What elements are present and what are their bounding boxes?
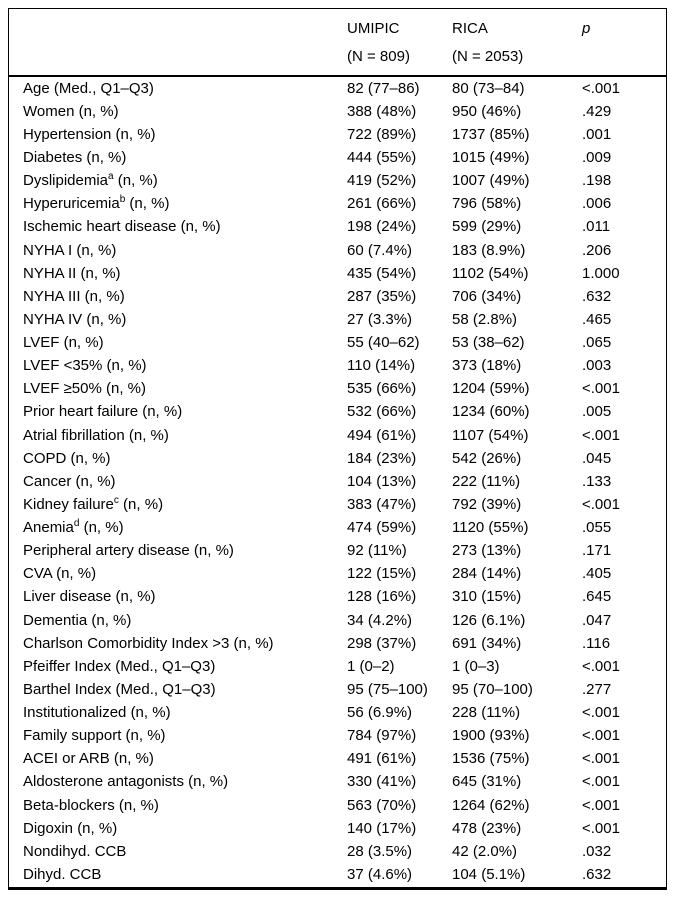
row-rica-value: 228 (11%): [452, 704, 521, 722]
table-row: [9, 239, 666, 262]
row-label: Aldosterone antagonists (n, %): [23, 773, 229, 791]
row-umipic-value: 27 (3.3%): [347, 310, 413, 328]
row-p-value: <.001: [582, 773, 620, 791]
row-label: Women (n, %): [23, 102, 119, 120]
row-rica-value: 1900 (93%): [452, 727, 530, 745]
table-row: [9, 725, 666, 748]
row-umipic-value: 784 (97%): [347, 727, 417, 745]
row-rica-value: 1107 (54%): [452, 426, 529, 444]
row-rica-value: 478 (23%): [452, 819, 522, 837]
row-umipic-value: 535 (66%): [347, 380, 417, 398]
table-row: [9, 840, 666, 863]
table-row: [9, 493, 666, 516]
row-label: Hypertension (n, %): [23, 125, 156, 143]
row-p-value: .198: [582, 172, 612, 190]
row-label: Peripheral artery disease (n, %): [23, 542, 234, 560]
row-p-value: .206: [582, 241, 612, 259]
row-umipic-value: 122 (15%): [347, 565, 417, 583]
table-row: [9, 285, 666, 308]
row-rica-value: 1204 (59%): [452, 380, 530, 398]
row-umipic-value: 435 (54%): [347, 264, 417, 282]
row-p-value: <.001: [582, 819, 620, 837]
table-row: [9, 193, 666, 216]
row-rica-value: 645 (31%): [452, 773, 522, 791]
row-label: ACEI or ARB (n, %): [23, 750, 154, 768]
table-row: [9, 424, 666, 447]
row-label: NYHA III (n, %): [23, 287, 125, 305]
header-umipic-cell: [347, 9, 452, 76]
row-label: Beta-blockers (n, %): [23, 796, 159, 814]
table-row: [9, 378, 666, 401]
row-rica-value: 95 (70–100): [452, 680, 533, 698]
header-rica-label: RICA: [452, 20, 488, 37]
row-label: CVA (n, %): [23, 565, 97, 583]
row-p-value: <.001: [582, 79, 620, 97]
row-label: Liver disease (n, %): [23, 588, 156, 606]
row-label: Hyperuricemia$^b$ (n, %): [23, 194, 170, 213]
row-umipic-value: 563 (70%): [347, 796, 417, 814]
row-p-value: .632: [582, 866, 612, 884]
table-row: [9, 771, 666, 794]
row-umipic-value: 140 (17%): [347, 819, 417, 837]
table-row: [9, 678, 666, 701]
table-row: [9, 170, 666, 193]
row-rica-value: 706 (34%): [452, 287, 522, 305]
table-row: [9, 540, 666, 563]
table-row: [9, 447, 666, 470]
row-umipic-value: 56 (6.9%): [347, 704, 413, 722]
row-p-value: .047: [582, 611, 612, 629]
table-row: [9, 308, 666, 331]
row-p-value: .003: [582, 357, 612, 375]
table-row: [9, 563, 666, 586]
header-empty-cell: [9, 9, 347, 76]
row-rica-value: 796 (58%): [452, 195, 522, 213]
row-umipic-value: 128 (16%): [347, 588, 417, 606]
table-row: [9, 123, 666, 146]
table-row: [9, 147, 666, 170]
header-umipic-label: UMIPIC: [347, 20, 400, 37]
row-label: Age (Med., Q1–Q3): [23, 79, 154, 97]
row-umipic-value: 330 (41%): [347, 773, 417, 791]
row-rica-value: 373 (18%): [452, 357, 522, 375]
row-p-value: <.001: [582, 704, 620, 722]
row-umipic-value: 34 (4.2%): [347, 611, 413, 629]
row-label: Dihyd. CCB: [23, 866, 102, 884]
row-label: Atrial fibrillation (n, %): [23, 426, 169, 444]
table-row: [9, 655, 666, 678]
row-label: LVEF <35% (n, %): [23, 357, 147, 375]
row-label-footnote-marker: a: [108, 171, 114, 183]
row-label: Prior heart failure (n, %): [23, 403, 183, 421]
table-row: [9, 863, 666, 888]
row-umipic-value: 92 (11%): [347, 542, 407, 560]
table-row: [9, 702, 666, 725]
comparison-table: [8, 8, 667, 890]
row-label: Barthel Index (Med., Q1–Q3): [23, 680, 216, 698]
row-rica-value: 1234 (60%): [452, 403, 530, 421]
row-rica-value: 310 (15%): [452, 588, 522, 606]
row-label: Dementia (n, %): [23, 611, 132, 629]
row-umipic-value: 37 (4.6%): [347, 866, 413, 884]
header-p-label: p: [582, 20, 591, 37]
row-label: Digoxin (n, %): [23, 819, 118, 837]
table-row: [9, 332, 666, 355]
row-rica-value: 1120 (55%): [452, 519, 529, 537]
row-rica-value: 542 (26%): [452, 449, 522, 467]
row-rica-value: 1102 (54%): [452, 264, 529, 282]
row-label: Anemia$^d$ (n, %): [23, 518, 124, 537]
header-rica-cell: [452, 9, 582, 76]
header-row: [9, 9, 666, 76]
row-label: NYHA I (n, %): [23, 241, 117, 259]
table-row: [9, 216, 666, 239]
row-p-value: .632: [582, 287, 612, 305]
row-p-value: <.001: [582, 380, 620, 398]
table-row: [9, 262, 666, 285]
row-p-value: .005: [582, 403, 612, 421]
row-rica-value: 1 (0–3): [452, 657, 500, 675]
table-header: [9, 9, 666, 76]
row-rica-value: 104 (5.1%): [452, 866, 526, 884]
table-row: [9, 517, 666, 540]
row-rica-value: 222 (11%): [452, 472, 521, 490]
row-p-value: .065: [582, 334, 612, 352]
header-umipic-n: (N = 809): [347, 48, 410, 65]
row-label: Ischemic heart disease (n, %): [23, 218, 221, 236]
row-label: Nondihyd. CCB: [23, 842, 127, 860]
row-p-value: <.001: [582, 796, 620, 814]
row-umipic-value: 198 (24%): [347, 218, 417, 236]
row-p-value: .133: [582, 472, 612, 490]
row-umipic-value: 532 (66%): [347, 403, 417, 421]
table-row: [9, 470, 666, 493]
row-umipic-value: 184 (23%): [347, 449, 417, 467]
cohort-comparison-table: [9, 9, 666, 889]
row-umipic-value: 1 (0–2): [347, 657, 395, 675]
row-rica-value: 273 (13%): [452, 542, 522, 560]
row-label: Pfeiffer Index (Med., Q1–Q3): [23, 657, 216, 675]
row-p-value: .011: [582, 218, 611, 236]
row-p-value: <.001: [582, 495, 620, 513]
row-label: NYHA IV (n, %): [23, 310, 127, 328]
row-p-value: .465: [582, 310, 612, 328]
row-umipic-value: 383 (47%): [347, 495, 417, 513]
row-umipic-value: 28 (3.5%): [347, 842, 413, 860]
table-row: [9, 76, 666, 100]
row-umipic-value: 261 (66%): [347, 195, 417, 213]
row-p-value: <.001: [582, 657, 620, 675]
row-label: Institutionalized (n, %): [23, 704, 171, 722]
row-label: NYHA II (n, %): [23, 264, 121, 282]
row-label: Dyslipidemia$^a$ (n, %): [23, 171, 158, 190]
row-rica-value: 1015 (49%): [452, 149, 530, 167]
row-rica-value: 1536 (75%): [452, 750, 530, 768]
row-umipic-value: 110 (14%): [347, 357, 416, 375]
row-rica-value: 53 (38–62): [452, 334, 525, 352]
row-umipic-value: 419 (52%): [347, 172, 417, 190]
row-label: Cancer (n, %): [23, 472, 116, 490]
row-rica-value: 1264 (62%): [452, 796, 530, 814]
row-p-value: .429: [582, 102, 612, 120]
row-p-value: .001: [582, 125, 612, 143]
row-p-value: .171: [582, 542, 612, 560]
table-row: [9, 609, 666, 632]
table-row: [9, 632, 666, 655]
row-umipic-value: 95 (75–100): [347, 680, 428, 698]
header-rica-n: (N = 2053): [452, 48, 524, 65]
row-label: Diabetes (n, %): [23, 149, 127, 167]
row-rica-value: 1737 (85%): [452, 125, 530, 143]
row-rica-value: 58 (2.8%): [452, 310, 518, 328]
row-label: Kidney failure$^c$ (n, %): [23, 494, 164, 513]
row-p-value: .006: [582, 195, 612, 213]
table-body: [9, 76, 666, 888]
row-rica-value: 950 (46%): [452, 102, 522, 120]
row-umipic-value: 494 (61%): [347, 426, 417, 444]
row-rica-value: 284 (14%): [452, 565, 522, 583]
row-p-value: 1.000: [582, 264, 620, 282]
table-row: [9, 401, 666, 424]
header-p-cell: [582, 9, 666, 76]
table-row: [9, 100, 666, 123]
row-rica-value: 1007 (49%): [452, 172, 530, 190]
row-label-footnote-marker: c: [113, 494, 119, 506]
table-row: [9, 748, 666, 771]
row-p-value: .277: [582, 680, 612, 698]
row-rica-value: 80 (73–84): [452, 79, 525, 97]
row-umipic-value: 474 (59%): [347, 519, 417, 537]
row-rica-value: 183 (8.9%): [452, 241, 526, 259]
row-label: Charlson Comorbidity Index >3 (n, %): [23, 634, 274, 652]
row-label: LVEF ≥50% (n, %): [23, 380, 146, 398]
row-p-value: .032: [582, 842, 612, 860]
row-p-value: .045: [582, 449, 612, 467]
row-umipic-value: 82 (77–86): [347, 79, 420, 97]
row-label-footnote-marker: d: [73, 518, 80, 530]
row-umipic-value: 491 (61%): [347, 750, 417, 768]
row-p-value: .116: [582, 634, 611, 652]
row-umipic-value: 55 (40–62): [347, 334, 420, 352]
row-label-footnote-marker: b: [119, 194, 126, 206]
row-p-value: .405: [582, 565, 612, 583]
row-label: Family support (n, %): [23, 727, 166, 745]
row-rica-value: 792 (39%): [452, 495, 522, 513]
row-umipic-value: 388 (48%): [347, 102, 417, 120]
row-umipic-value: 104 (13%): [347, 472, 417, 490]
row-p-value: .009: [582, 149, 612, 167]
row-umipic-value: 298 (37%): [347, 634, 417, 652]
table-row: [9, 586, 666, 609]
row-p-value: <.001: [582, 750, 620, 768]
row-p-value: <.001: [582, 727, 620, 745]
row-label: COPD (n, %): [23, 449, 111, 467]
row-label: LVEF (n, %): [23, 334, 104, 352]
row-umipic-value: 444 (55%): [347, 149, 417, 167]
row-rica-value: 126 (6.1%): [452, 611, 526, 629]
row-rica-value: 599 (29%): [452, 218, 522, 236]
row-p-value: .055: [582, 519, 612, 537]
table-row: [9, 817, 666, 840]
row-rica-value: 42 (2.0%): [452, 842, 518, 860]
row-rica-value: 691 (34%): [452, 634, 522, 652]
row-umipic-value: 722 (89%): [347, 125, 417, 143]
table-row: [9, 794, 666, 817]
row-p-value: .645: [582, 588, 612, 606]
row-p-value: <.001: [582, 426, 620, 444]
row-umipic-value: 60 (7.4%): [347, 241, 413, 259]
row-umipic-value: 287 (35%): [347, 287, 417, 305]
table-row: [9, 355, 666, 378]
